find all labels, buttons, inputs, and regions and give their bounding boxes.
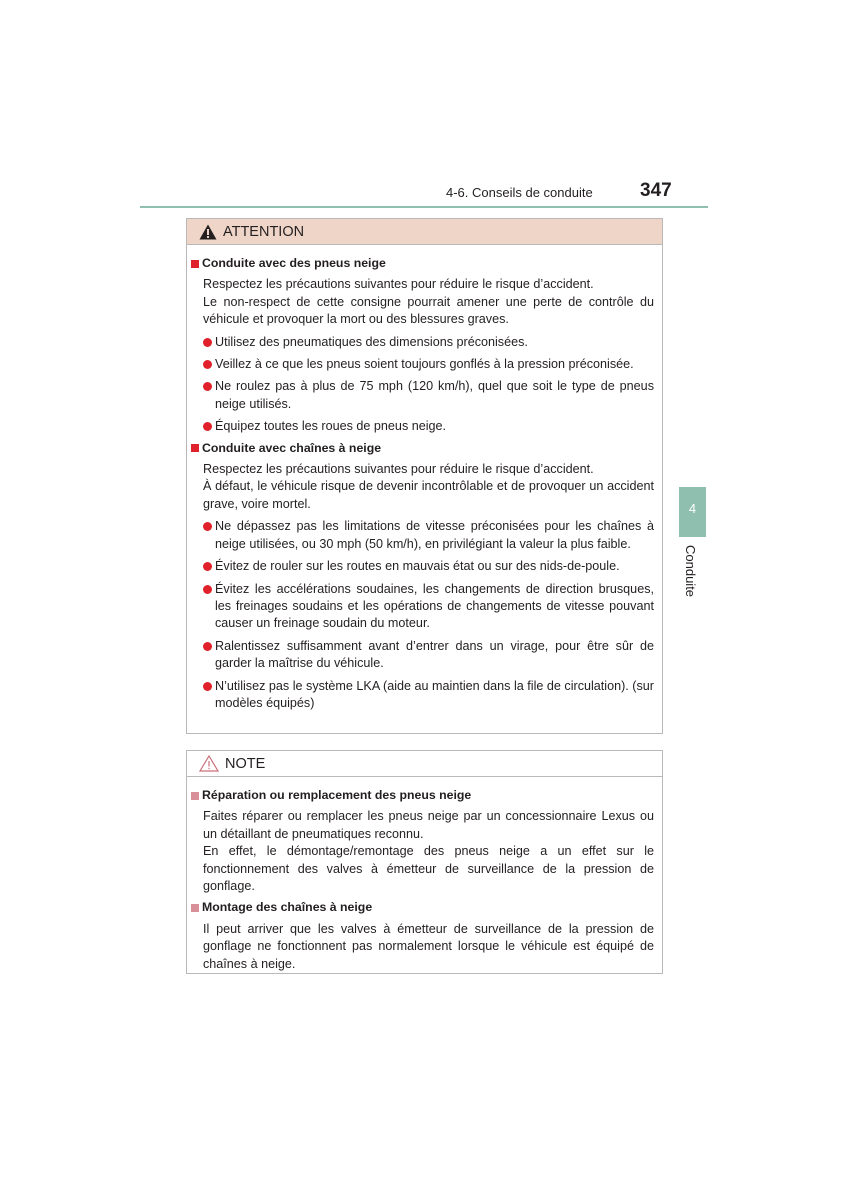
warning-outline-icon: [199, 755, 219, 772]
bullet-text: Évitez de rouler sur les routes en mauvais état ou sur des nids-de-poule.: [215, 559, 620, 574]
header-divider: [140, 206, 708, 208]
section-title: 4-6. Conseils de conduite: [446, 185, 593, 200]
bullet-dot-icon: [203, 585, 212, 594]
bullet-item: [203, 678, 654, 713]
bullet-text: Équipez toutes les roues de pneus neige.: [215, 419, 447, 434]
bullet-dot-icon: [203, 642, 212, 651]
bullet-item: [203, 638, 654, 673]
note-box: [186, 750, 663, 974]
note-body: [187, 777, 662, 983]
page-number: 347: [640, 180, 672, 201]
bullet-text: Ralentissez suffisamment avant d’entrer dans un virage, pour être sûr de garder la maîtrise du véhicule.: [215, 638, 654, 671]
bullet-dot-icon: [203, 682, 212, 691]
bullet-dot-icon: [203, 338, 212, 347]
section-heading-text: Réparation ou remplacement des pneus neige: [202, 788, 472, 802]
square-bullet-icon: [191, 792, 199, 800]
paragraph: Respectez les précautions suivantes pour réduire le risque d’accident.: [203, 277, 594, 292]
bullet-text: Utilisez des pneumatiques des dimensions préconisées.: [215, 334, 528, 349]
paragraph: Le non-respect de cette consigne pourrait amener une perte de contrôle du véhicule et provoquer la mort ou des blessures graves.: [203, 294, 654, 327]
bullet-item: [203, 518, 654, 553]
paragraph: En effet, le démontage/remontage des pneus neige a un effet sur le fonctionnement des valves à émetteur de surveillance de la pression de gonflage.: [203, 844, 654, 894]
chapter-tab-label: Conduite: [683, 545, 698, 598]
square-bullet-icon: [191, 444, 199, 452]
bullet-dot-icon: [203, 422, 212, 431]
paragraph: Il peut arriver que les valves à émetteur de surveillance de la pression de gonflage ne fonctionnent pas normalement lorsque le véhicule est équipé de chaînes à neige.: [203, 921, 654, 971]
attention-header: [187, 219, 662, 245]
bullet-item: [203, 378, 654, 413]
section-heading: [191, 440, 654, 457]
bullet-item: [203, 356, 654, 373]
bullet-dot-icon: [203, 360, 212, 369]
note-header: [187, 751, 662, 777]
bullet-item: [203, 334, 654, 351]
attention-body: [187, 245, 662, 722]
bullet-text: Ne dépassez pas les limitations de vitesse préconisées pour les chaînes à neige utilisées, ou 30 mph (50 km/h), en privilégiant la valeur la plus faible.: [215, 519, 654, 551]
section-heading: [191, 899, 654, 916]
bullet-item: [203, 558, 654, 575]
note-title: NOTE: [225, 755, 266, 772]
paragraph: À défaut, le véhicule risque de devenir incontrôlable et de provoquer un accident grave, voire mortel.: [203, 479, 654, 511]
bullet-text: N’utilisez pas le système LKA (aide au maintien dans la file de circulation). (sur modèles équipés): [215, 678, 654, 710]
square-bullet-icon: [191, 260, 199, 268]
paragraph: Respectez les précautions suivantes pour réduire le risque d’accident.: [203, 462, 594, 477]
bullet-dot-icon: [203, 562, 212, 571]
bullet-text: Veillez à ce que les pneus soient toujours gonflés à la pression préconisée.: [215, 357, 634, 372]
bullet-item: [203, 581, 654, 633]
warning-icon: [199, 224, 217, 240]
section-heading-text: Conduite avec chaînes à neige: [202, 440, 382, 455]
bullet-dot-icon: [203, 382, 212, 391]
section-heading: [191, 255, 654, 272]
square-bullet-icon: [191, 904, 199, 912]
attention-box: [186, 218, 663, 734]
bullet-text: Évitez les accélérations soudaines, les changements de direction brusques, les freinages soudains et les opérations de changements de vitesse pouvant causer un freinage soudain du moteur.: [215, 581, 654, 631]
paragraph: Faites réparer ou remplacer les pneus neige par un concessionnaire Lexus ou un détaillant de pneumatiques reconnu.: [203, 809, 654, 841]
attention-title: ATTENTION: [223, 223, 305, 240]
bullet-item: [203, 418, 654, 435]
bullet-text: Ne roulez pas à plus de 75 mph (120 km/h), quel que soit le type de pneus neige utilisés.: [215, 379, 654, 411]
section-heading-text: Conduite avec des pneus neige: [202, 256, 386, 270]
bullet-dot-icon: [203, 522, 212, 531]
section-heading: [191, 787, 654, 804]
section-heading-text: Montage des chaînes à neige: [202, 900, 373, 915]
chapter-tab: 4: [679, 487, 706, 537]
